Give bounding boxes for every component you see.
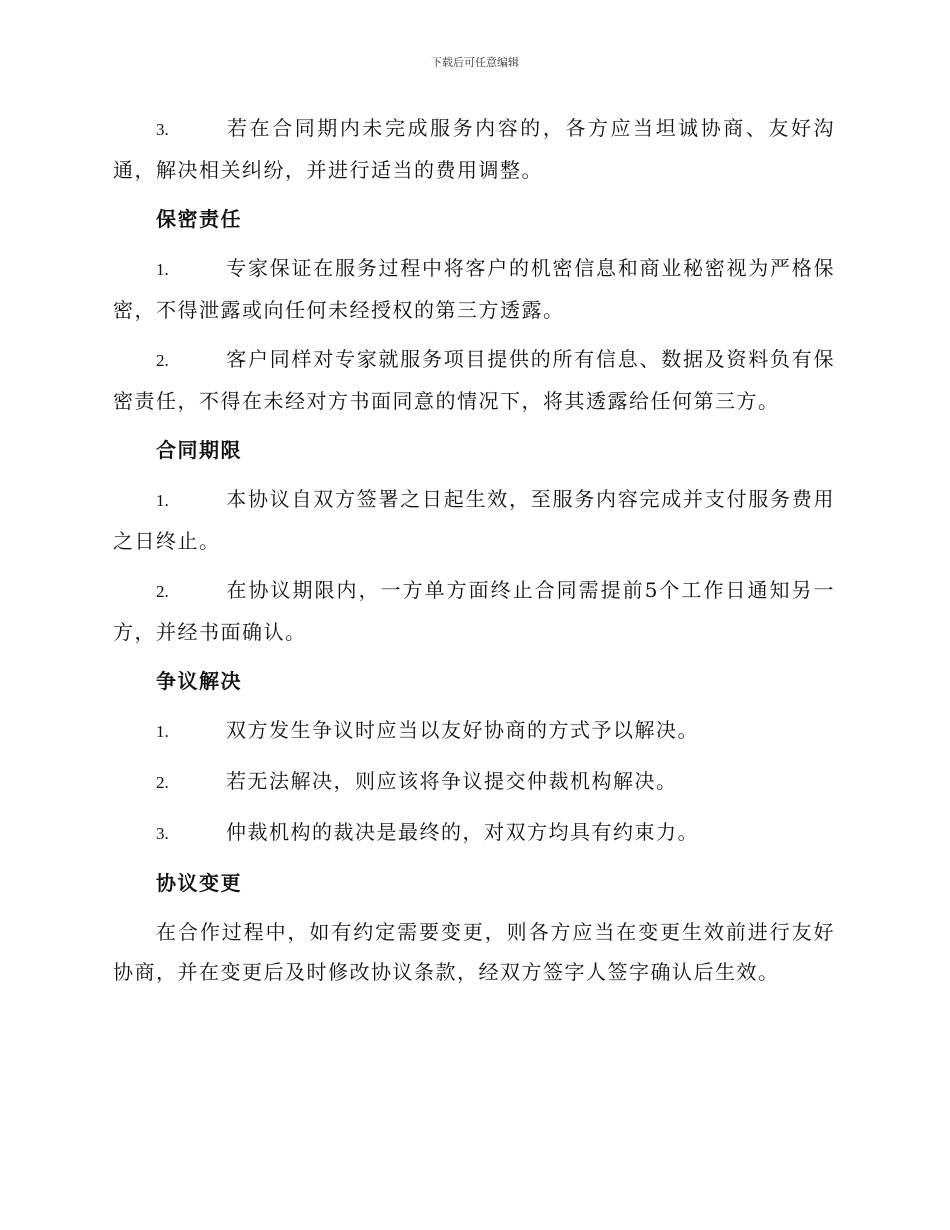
list-item — [113, 339, 835, 421]
list-item — [113, 570, 835, 652]
item-number: 3. — [156, 824, 169, 843]
list-item — [113, 812, 835, 854]
list-item — [113, 761, 835, 803]
item-number: 2. — [156, 582, 169, 601]
paragraph-amendment: 在合作过程中，如有约定需要变更，则各方应当在变更生效前进行友好协商，并在变更后及时修改协议条款，经双方签字人签字确认后生效。 — [113, 920, 835, 984]
item-number: 2. — [156, 351, 169, 370]
item-text: 本协议自双方签署之日起生效，至服务内容完成并支付服务费用之日终止。 — [113, 487, 835, 553]
section-heading-term: 合同期限 — [156, 438, 242, 462]
section-heading-amendment: 协议变更 — [156, 871, 242, 895]
list-item — [113, 248, 835, 330]
item-text: 在协议期限内，一方单方面终止合同需提前5个工作日通知另一方，并经书面确认。 — [113, 578, 835, 644]
item-number: 2. — [156, 773, 169, 792]
section-heading-dispute: 争议解决 — [156, 669, 242, 693]
item-number: 3. — [156, 120, 169, 139]
item-text: 仲裁机构的裁决是最终的，对双方均具有约束力。 — [226, 820, 699, 844]
list-item — [113, 479, 835, 561]
page-header: 下载后可任意编辑 — [431, 56, 519, 69]
item-number: 1. — [156, 260, 169, 279]
item-text: 专家保证在服务过程中将客户的机密信息和商业秘密视为严格保密，不得泄露或向任何未经授权的第三方透露。 — [113, 256, 835, 322]
list-item — [113, 710, 835, 752]
document-body — [113, 108, 835, 1001]
item-number: 1. — [156, 722, 169, 741]
item-number: 1. — [156, 491, 169, 510]
item-text: 若在合同期内未完成服务内容的，各方应当坦诚协商、友好沟通，解决相关纠纷，并进行适当的费用调整。 — [113, 116, 835, 182]
item-text: 若无法解决，则应该将争议提交仲裁机构解决。 — [226, 769, 678, 793]
item-text: 客户同样对专家就服务项目提供的所有信息、数据及资料负有保密责任，不得在未经对方书面同意的情况下，将其透露给任何第三方。 — [113, 347, 835, 413]
section-heading-confidentiality: 保密责任 — [156, 207, 242, 231]
item-text: 双方发生争议时应当以友好协商的方式予以解决。 — [226, 718, 699, 742]
list-item — [113, 108, 835, 190]
